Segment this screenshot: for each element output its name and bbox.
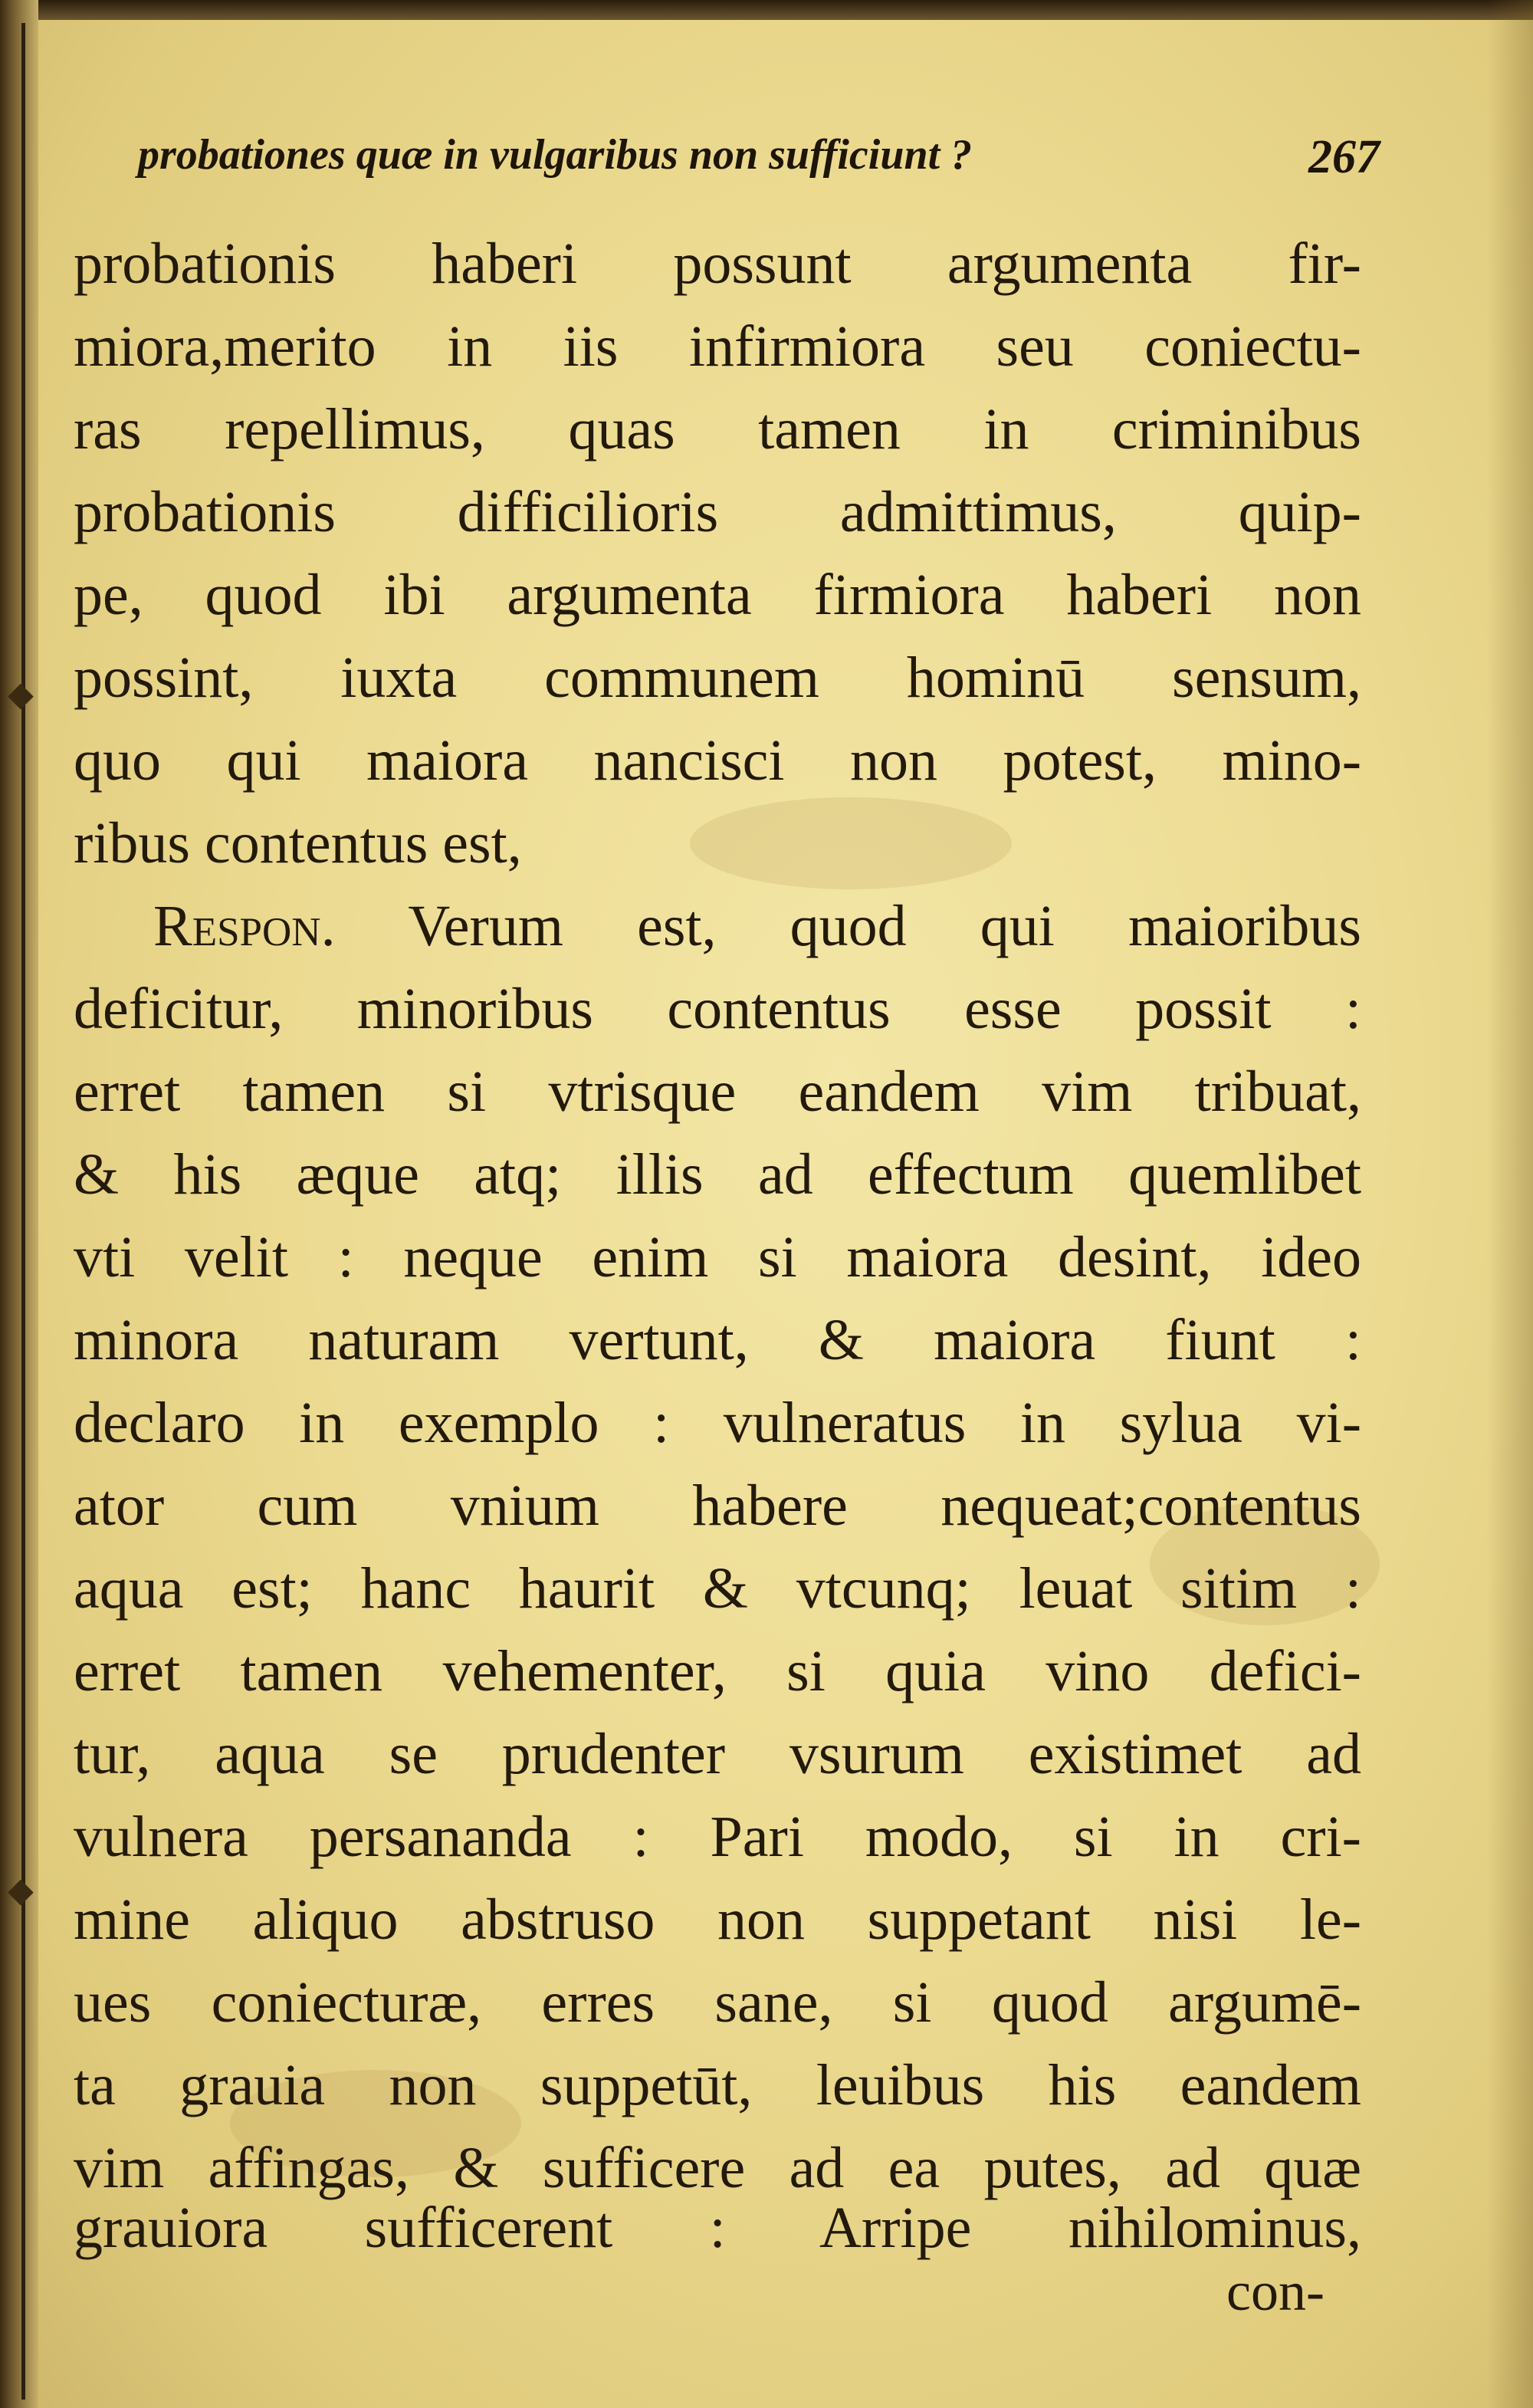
respon-label: Respon. [153, 894, 336, 958]
text-line: possint, iuxta communem hominū sensum, [74, 646, 1361, 710]
respon-line [153, 894, 1361, 958]
text-line: pe, quod ibi argumenta firmiora haberi non [74, 563, 1361, 627]
text-line: ator cum vnium habere nequeat;contentus [74, 1473, 1361, 1538]
text-line: quo qui maiora nancisci non potest, mino- [74, 728, 1361, 793]
text-line: probationis difficilioris admittimus, quip- [74, 480, 1361, 544]
text-line: ras repellimus, quas tamen in criminibus [74, 397, 1361, 462]
text-line: erret tamen si vtrisque eandem vim tribuat, [74, 1059, 1361, 1124]
catchword: con- [1226, 2261, 1325, 2322]
text-line: grauiora sufficerent : Arripe nihilominus, [74, 2196, 1361, 2260]
text-line: vulnera persananda : Pari modo, si in cri- [74, 1805, 1361, 1869]
text-line: declaro in exemplo : vulneratus in sylua vi- [74, 1391, 1361, 1455]
text-line: ues coniecturæ, erres sane, si quod argumē- [74, 1970, 1361, 2035]
text-line: ribus contentus est, [74, 811, 522, 875]
text-line: mine aliquo abstruso non suppetant nisi le- [74, 1887, 1361, 1952]
running-head: probationes quæ in vulgaribus non sufficiunt ? [138, 131, 973, 179]
text-line: ta grauia non suppetūt, leuibus his eandem [74, 2053, 1361, 2117]
text-line: aqua est; hanc haurit & vtcunq; leuat sitim : [74, 1556, 1361, 1621]
text-line: tur, aqua se prudenter vsurum existimet ad [74, 1722, 1361, 1786]
margin-mark: ◆ [8, 675, 34, 714]
text-line: erret tamen vehementer, si quia vino defici- [74, 1639, 1361, 1703]
text-line: vim affingas, & sufficere ad ea putes, ad quæ [74, 2136, 1361, 2200]
text-line: & his æque atq; illis ad effectum quemlibet [74, 1142, 1361, 1207]
text-line: deficitur, minoribus contentus esse possit : [74, 977, 1361, 1041]
text-line: miora,merito in iis infirmiora seu coniectu- [74, 314, 1361, 379]
text-line: probationis haberi possunt argumenta fir- [74, 232, 1361, 296]
text-line: minora naturam vertunt, & maiora fiunt : [74, 1308, 1361, 1372]
text-line: vti velit : neque enim si maiora desint, ideo [74, 1225, 1361, 1289]
margin-mark: ◆ [8, 1871, 34, 1910]
page-number: 267 [1308, 131, 1380, 183]
respon-text: Verum est, quod qui maioribus [408, 894, 1361, 958]
